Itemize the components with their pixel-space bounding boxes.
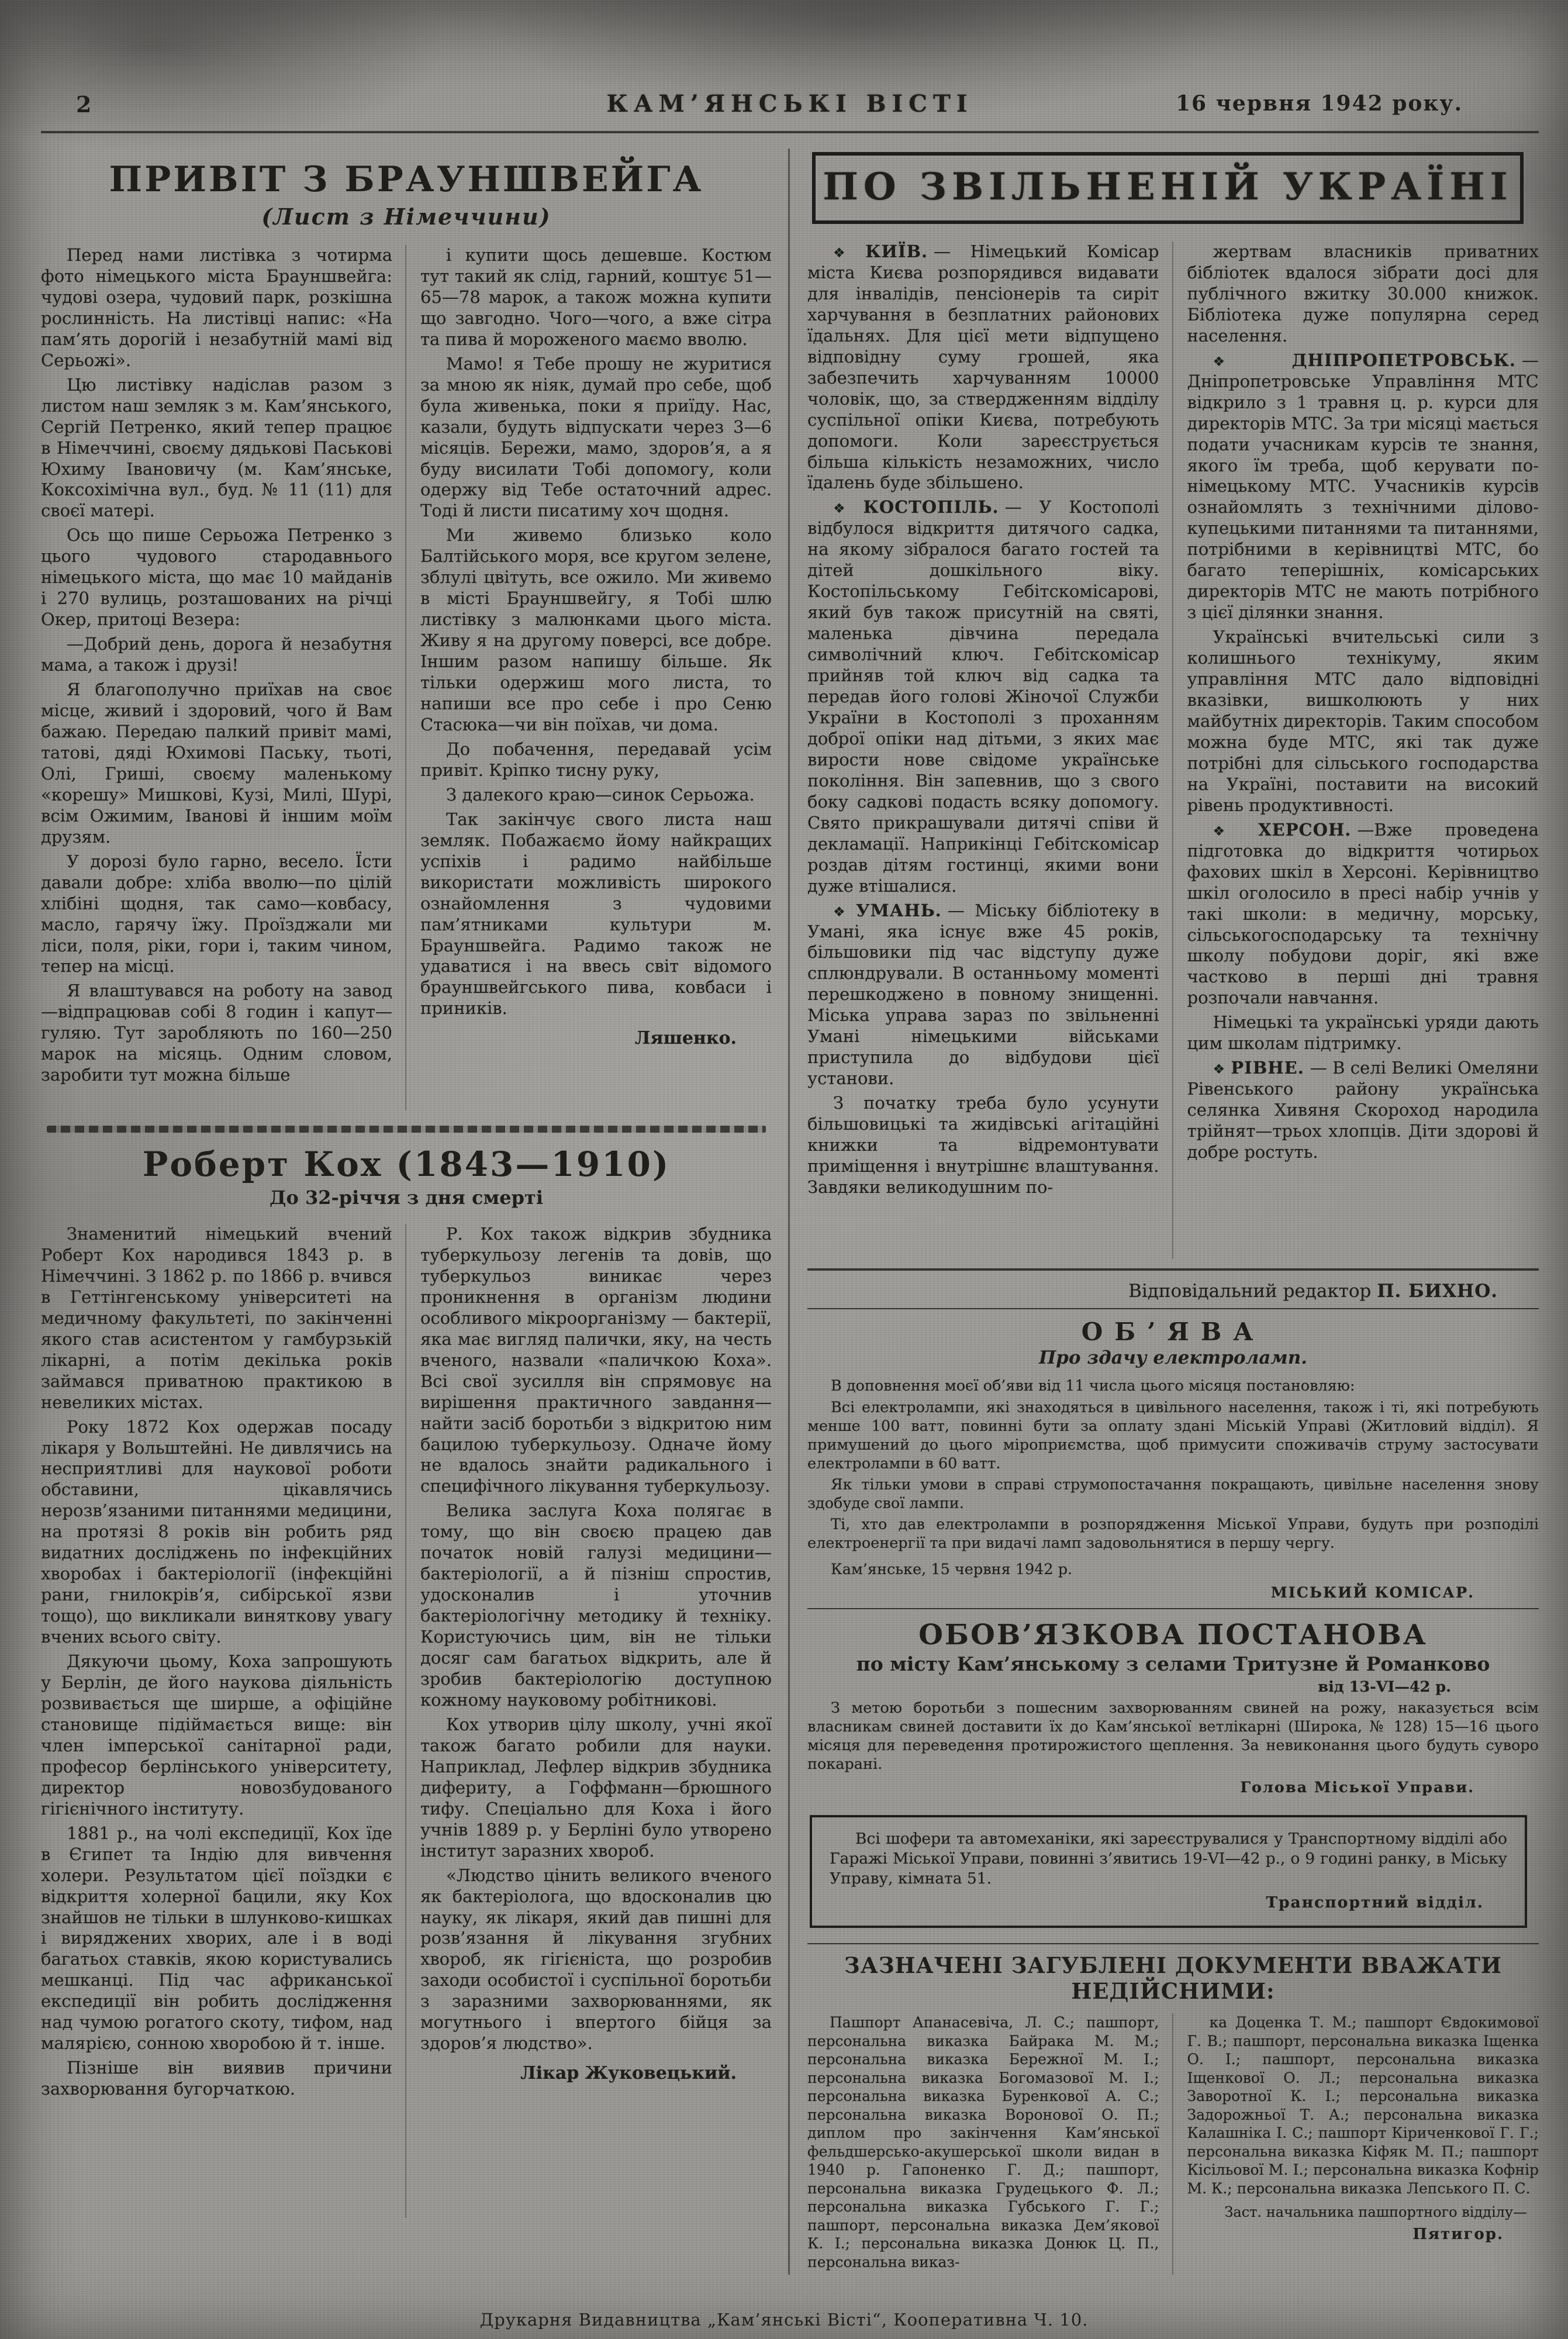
documents-column-2 <box>1172 2013 1539 2275</box>
news-item <box>1187 1012 1539 1054</box>
news-columns <box>807 242 1539 1259</box>
paragraph: Перед нами листівка з чотирма фото німецького міста Брауншвейга: чудові озера, чудовий парк, розкішна рослинність. На листівці напис: «На пам’ять дорогій і незабутній мамі від Серьожі». <box>41 245 392 370</box>
editor-line <box>807 1280 1539 1302</box>
lost-documents-title: ЗАЗНАЧЕНІ ЗАГУБЛЕНІ ДОКУМЕНТИ ВВАЖАТИ НЕДІЙСНИМИ: <box>844 1952 1502 2005</box>
documents-signature-name: Пятигор. <box>1412 2225 1504 2243</box>
section-rule <box>807 1268 1539 1271</box>
announcement-place-date: Кам’янське, 15 червня 1942 р. <box>831 1560 1073 1578</box>
liberated-ukraine-title-box <box>812 152 1524 224</box>
paragraph: Велика заслуга Коха полягає в тому, що він своєю працею дав початок новій галузі медицини—бактеріології, а й пізніш спростив, удосконалив і уточнив бактеріологічну методику й техніку. Користуючись цим, він не тільки досяг сам багатьох відкрить, але й зробив бактеріологію доступною кожному науковому робітникові. <box>420 1500 772 1710</box>
paragraph: Як тільки умови в справі струмопостачання покращають, цивільне населення знову здобуде свої лампи. <box>807 1476 1539 1513</box>
documents-column-1 <box>807 2013 1159 2275</box>
decree-signature: Голова Міської Управи. <box>1240 1779 1474 1797</box>
news-city-lead: РІВНЕ. <box>1231 1058 1304 1078</box>
article-signature: Ляшенко. <box>634 1028 737 1049</box>
decree-text: З метою боротьби з пошесним захворюванням свиней на рожу, наказується всім власникам свиней доставити їх до Кам’янської ветлікарні (Широка, № 128) 15—16 цього місяця для переведення протирожистого щеплення. За невиконання цього будуть суворо покарані. <box>807 1699 1539 1774</box>
paragraph: Знаменитий німецький вчений Роберт Кох народився 1843 р. в Німеччині. З 1862 р. по 1866 р. вчився в Геттінгенському університеті на медичному факультеті, по закінченні якого став асистентом у гамбурзькій лікарні, а потім декілька років займався приватною практикою в невеликих містах. <box>41 1224 392 1412</box>
editor-label: Відповідальний редактор <box>1128 1281 1372 1302</box>
decree-date: від 13-VI—42 р. <box>1318 1678 1451 1696</box>
documents-text: ка Доценка Т. М.; пашпорт Євдокимової Г. В.; пашпорт, персональна виказка Іщенка О. І.; пашпорт, персональна виказка Іщенкової О. Л.; персональна виказка Заворотної К. І.; персональна виказка Задорожньої Т. А.; персональна виказка Калашніка І. С.; пашпорт Кіриченкової Г. Г.; персональна виказка Кіфяк М. П.; пашпорт Кісільової М. І.; персональна виказка Кофнір М. К.; персональна виказка Лепського П. С. <box>1187 2014 1539 2197</box>
article-columns <box>41 245 772 1110</box>
ornament-icon: ❖ <box>1213 1061 1225 1078</box>
article-subtitle: (Лист з Німеччини) <box>261 203 551 230</box>
article-title: ПРИВІТ З БРАУНШВЕЙГА <box>109 159 704 200</box>
imprint-line: Друкарня Видавництва „Кам’янські Вісті“, Кооперативна Ч. 10. <box>479 2310 1089 2330</box>
news-text: — Дніпропетровське Управління МТС відкрило з 1 травня ц. р. курси для директорів МТС. За три місяці мається подати учасникам курсів те знання, якого їм треба, щоб керувати по-німецькому МТС. Учасників курсів ознайомлять з технічними ділово-купецькими питаннями та питаннями, потрібними в керівництві МТС, бо багато теперішніх, комісарських директорів МТС не мають потрібного з цієї ділянки знання. <box>1187 350 1539 623</box>
ornament-icon: ❖ <box>833 245 860 261</box>
decree-title: ОБОВ’ЯЗКОВА ПОСТАНОВА <box>918 1618 1428 1651</box>
news-city-lead: ХЕРСОН. <box>1258 819 1352 840</box>
left-half <box>41 149 772 2275</box>
news-city-lead: ДНІПРОПЕТРОВСЬК. <box>1291 350 1516 370</box>
paragraph: Я благополучно приїхав на своє місце, живий і здоровий, чого й Вам бажаю. Передаю палкий привіт мамі, татові, дяді Юхимові Паську, тьоті, Олі, Гриші, своєму маленькому «корешу» Мишкові, Кузі, Милі, Шурі, всім Ожимим, Іванові й іншим моїм друзям. <box>41 679 392 847</box>
paragraph: Цю листівку надіслав разом з листом наш земляк з м. Кам’янського, Сергій Петренко, який тепер працює в Німеччині, своєму дядькові Паськові Юхиму Івановичу (м. Кам’янське, Коксохімічна вул., буд. № 11 (11) для своєї матері. <box>41 374 392 521</box>
news-item <box>1187 350 1539 623</box>
paragraph: Всі електролампи, які знаходяться в цивільного населення, також і ті, які потребують менше 100 ватт, повинні бути за оплату здані Міській Управі (Житловий відділ). Я примушений до цього міроприємства, щоб примусити споживачів струму застосувати електролампи в 60 ватт. <box>807 1398 1539 1472</box>
page-header <box>47 88 1533 125</box>
paragraph: Ті, хто дав електролампи в розпорядження Міської Управи, будуть при розподілі електроенергії та при видачі ламп задовольнятися в першу чергу. <box>807 1516 1539 1553</box>
paragraph: і купити щось дешевше. Костюм тут такий як слід, гарний, коштує 51—65—78 марок, а також можна купити що завгодно. Чого—чого, а вже сітра та пива й мороженого маємо вволю. <box>420 245 772 349</box>
news-text: — У Костополі відбулося відкриття дитячого садка, на якому зібралося багато гостей та дітей дошкільного віку. Костопільському Гебітскомісарові, який був також присутній на святі, маленька дівчина передала символічний ключ. Гебітскомісар прийняв той ключ від садка та передав його голові Жіночої Служби України в Костополі з проханням доброї опіки над дітьми, з яких має вирости нове свідоме українське покоління. Він запевнив, що з свого боку садкові подасть всяку допомогу. Свято прикрашували дитячі співи й декламації. Наприкінці Гебітскомісар роздав дітям гостинці, якими вони дуже втішалися. <box>807 497 1159 896</box>
article-column-1 <box>41 1224 392 2218</box>
news-item <box>807 242 1159 494</box>
paragraph: «Людство цінить великого вченого як бактеріолога, що вдосконалив цю науку, як лікаря, який дав пишні для розв’язання й лікування згубних хвороб, як гігієніста, що розробив заходи особистої і суспільної боротьби з заразними захворюваннями, як могутнього і впертого бійця за здоров’я людство». <box>420 1865 772 2054</box>
announcement-title: ОБ’ЯВА <box>1081 1317 1265 1347</box>
transport-notice-signature: Транспортний відділ. <box>1266 1893 1484 1912</box>
issue-date: 16 червня 1942 року. <box>1175 91 1463 116</box>
article-column-1 <box>41 245 392 1110</box>
section-title: ПО ЗВІЛЬНЕНІЙ УКРАЇНІ <box>823 165 1513 209</box>
paragraph: В доповнення моєї об’яви від 11 числа цього місяця постановляю: <box>831 1377 1355 1395</box>
page-number: 2 <box>76 91 92 118</box>
article-braunschweig <box>41 159 772 1110</box>
ornament-icon: ❖ <box>833 903 851 920</box>
news-item <box>807 497 1159 896</box>
masthead-title: КАМ’ЯНСЬКІ ВІСТІ <box>606 90 973 118</box>
lost-documents-section <box>807 1952 1539 2275</box>
announcement-signature: МІСЬКИЙ КОМІСАР. <box>1270 1584 1474 1602</box>
section-rule <box>807 1308 1539 1309</box>
article-title: Роберт Кох (1843—1910) <box>142 1144 671 1184</box>
news-column-1 <box>807 242 1159 1259</box>
documents-signature-role: Заст. начальника пашпортного відділу— <box>1224 2204 1527 2221</box>
news-item <box>1187 820 1539 1009</box>
ornament-icon: ❖ <box>1213 353 1286 370</box>
news-text: —Вже проведена підготовка до відкриття чотирьох фахових шкіл в Херсоні. Керівництво шкіл оголосило в пресі набір учнів у такі школи: в медичну, морську, сільськогосподарську та технічну школу побудови доріг, які вже частково в перші дні травня розпочали навчання. <box>1187 819 1539 1008</box>
header-rule <box>41 131 1539 133</box>
news-text: — Міську бібліотеку в Умані, яка існує вже 45 років, більшовики під час відступу дуже сплюндрували. В останньому моменті перешкоджено в повному знищенні. Міська управа зараз по звільненні Умані німецькими військами приступила до відбудови цієї установи. <box>807 900 1159 1089</box>
lost-documents-columns <box>807 2013 1539 2275</box>
announcement-body <box>807 1377 1539 1553</box>
news-text: — В селі Великі Омеляни Рівенського району українська селянка Хивяня Скороход народила трійнят—трьох хлопців. Діти здорові й добре ростуть. <box>1187 1058 1539 1162</box>
article-subtitle: До 32-річчя з дня смерті <box>270 1186 543 1209</box>
news-city-lead: КОСТОПІЛЬ. <box>863 497 999 518</box>
article-column-2 <box>405 245 772 1110</box>
paragraph: Пізніше він виявив причини захворювання бугорчаткою. <box>41 2058 392 2099</box>
page-body <box>41 149 1539 2275</box>
paragraph: Мамо! я Тебе прошу не журитися за мною як ніяк, думай про себе, щоб була живенька, поки я приїду. Нас, казали, будуть відпускати через 3—6 місяців. Бережи, мамо, здоров’я, а я буду висилати Тобі допомогу, коли одержу від Тебе остаточний адрес. Тоді й листи писатиму хоч щодня. <box>420 353 772 521</box>
news-text: Українські вчительські сили з колишнього технікуму, яким управління МТС дало відповідні вказівки, вишколюють у них майбутніх директорів. Таким способом можна буде МТС, які так дуже потрібні для сільського господарства на Україні, поставити на високий рівень продуктивності. <box>1187 627 1539 815</box>
paragraph: Ось що пише Серьожа Петренко з цього чудового стародавнього німецького міста, що має 10 майданів і 270 вулиць, розташованих на річці Окер, притоці Везера: <box>41 525 392 630</box>
paragraph: —Добрий день, дорога й незабутня мама, а також і друзі! <box>41 634 392 675</box>
news-city-lead: КИЇВ. <box>865 242 928 261</box>
editor-name: П. БИХНО. <box>1377 1281 1498 1302</box>
paragraph: Так закінчує свого листа наш земляк. Побажаємо йому найкращих успіхів і радимо найбільше використати можливість широкого ознайомлення з чудовими пам’ятниками культури м. Брауншвейга. Радимо також не удаватися і на ввесь світ відомого брауншвейгського пива, ковбаси і приників. <box>420 809 772 1019</box>
section-rule <box>807 1943 1539 1944</box>
transport-notice-text: Всі шофери та автомеханіки, які зареєструвалися у Транспортному відділі або Гаражі Міської Управи, повинні з’явитись 19-VI—42 р., о 9 годині ранку, в Міську Управу, кімната 51. <box>830 1829 1507 1888</box>
news-item <box>807 901 1159 1090</box>
paragraph: Кох утворив цілу школу, учні якої також багато робили для науки. Наприклад, Лефлер відкрив збудника дифериту, а Гоффманн—брюшного тифу. Спеціально для Коха і його учнів 1889 р. у Берліні було утворено інститут заразних хвороб. <box>420 1714 772 1861</box>
paragraph: З далекого краю—синок Серьожа. <box>446 784 755 805</box>
paragraph: 1881 р., на чолі експедиції, Кох їде в Єгипет та Індію для вивчення холери. Результатом цієї поїздки є відкриття холерної бацили, яку Кох знайшов не тільки в шлунково-кишках і виряджених хворих, але і в воді багатьох ставків, якою користувались мешканці. Під час африканської експедиції він робить дослідження над чумою рогатого скоту, тифом, над малярією, сонною хворобою й т. інше. <box>41 1823 392 2054</box>
news-city-lead: УМАНЬ. <box>856 900 942 920</box>
paragraph: Року 1872 Кох одержав посаду лікаря у Вольштейні. Не дивлячись на несприятливі для наукової роботи обставини, цікавлячись нерозв’язаними питаннями медицини, на протязі 8 років він робить ряд видатних досліджень по інфекційних хворобах і бактеріології (інфекційні рани, гнилокрів’я, сибірської язви тощо), що викликали виняткову увагу вчених всього світу. <box>41 1416 392 1647</box>
article-columns <box>41 1224 772 2218</box>
news-column-2 <box>1172 242 1539 1259</box>
section-rule <box>807 1608 1539 1609</box>
news-item <box>1187 627 1539 816</box>
news-item <box>1187 242 1539 347</box>
paragraph: До побачення, передавай усім привіт. Кріпко тисну руку, <box>420 739 772 780</box>
transport-notice-box <box>810 1815 1527 1929</box>
decree-section <box>807 1619 1539 1798</box>
paragraph: Ми живемо близько коло Балтійського моря, все кругом зелене, зблулі цвітуть, все ожило. Ми живемо в місті Брауншвейгу, я Тобі шлю листівку з малюнками цього міста. Живу я на другому поверсі, все добре. Іншим разом напишу більше. Як тільки одержиш мого листа, то напиши все про себе і про Сеню Стасюка—чи він поїхав, чи дома. <box>420 525 772 734</box>
article-koch <box>41 1144 772 2218</box>
news-text: З початку треба було усунути більшовицькі та жидівські агітаційні книжки та відремонтувати приміщення і внутрішнє влаштування. Завдяки великодушним по- <box>807 1093 1159 1197</box>
paragraph: Дякуючи цьому, Коха запрошують у Берлін, де його наукова діяльність розвивається ще ширше, а офіційне становище підіймається вище: він член імперської санітарної ради, професор берлінського університету, директор новозбудованого гігієнічного інституту. <box>41 1651 392 1819</box>
article-column-2 <box>405 1224 772 2218</box>
news-item <box>1187 1058 1539 1163</box>
documents-text: Пашпорт Апанасевіча, Л. С.; пашпорт, персональна виказка Байрака М. М.; персональна виказка Бережної М. І.; персональна виказка Богомазової М. І.; персональна виказка Буренкової А. С.; персональна виказка Воронової О. П.; диплом про закінчення Кам’янської фельдшерсько-акушерської школи видан в 1940 р. Гапоненко Г. Д.; пашпорт, персональна виказка Грудецького Ф. Л.; персональна виказка Губського Г. Г.; пашпорт, персональна виказка Дем’якової К. І.; персональна виказка Донюк Ц. П., персональна виказ- <box>807 2014 1159 2271</box>
news-item <box>807 1093 1159 1198</box>
announcement-section <box>807 1317 1539 1602</box>
paragraph: У дорозі було гарно, весело. Їсти давали добре: хліба вволю—по цілій хлібіні щодня, так само—ковбасу, масло, гарячу їжу. Проїзджали ми ліси, поля, ріки, гори і, таким чином, тепер на місці. <box>41 851 392 977</box>
paragraph: Р. Кох також відкрив збудника туберкульозу легенів та довів, що туберкульоз виникає через проникнення в організм людини особливого мікроорганізму — бактерії, яка має вигляд палички, яку, на честь вченого, назвали «паличкою Коха». Всі свої зусилля він спрямовує на вирішення практичного завдання—найти засіб боротьби з відкритою ним бацилою туберкульозу. Одначе йому не вдалось знайти радикального і специфічного лікування туберкульозу. <box>420 1224 772 1496</box>
ornament-icon: ❖ <box>833 501 858 517</box>
ornament-icon: ❖ <box>1213 823 1253 839</box>
right-half <box>788 149 1539 2275</box>
decorative-divider <box>47 1126 766 1133</box>
decree-subtitle: по місту Кам’янському з селами Тритузне й Романково <box>856 1652 1490 1675</box>
column-paragraphs <box>420 1224 772 2054</box>
news-text: жертвам власників приватних бібліотек вдалося зібрати досі для публічного вжитку 30.000 книжок. Бібліотека дуже популярна серед населення. <box>1187 242 1539 346</box>
paragraph: Я влаштувався на роботу на завод—відпрацював собі 8 годин і капут—гуляю. Тут заробляють по 160—250 марок на місяць. Одним словом, заробити тут можна більше <box>41 981 392 1085</box>
announcement-subtitle: Про здачу електроламп. <box>1038 1347 1308 1369</box>
article-signature: Лікар Жуковецький. <box>520 2063 737 2084</box>
column-paragraphs <box>420 245 772 1019</box>
news-text: Німецькі та українські уряди дають цим школам підтримку. <box>1187 1012 1539 1054</box>
news-text: — Німецький Комісар міста Києва розпорядився видавати для інвалідів, пенсіонерів та сиріт харчування в безплатних районових їдальнях. Для цієї мети відпущено відповідну суму грошей, яка забезпечить харчуванням 10000 чоловік, що, за ствердженням відділу суспільної опіки Києва, потребують допомоги. Коли зареєструється більша кількість незаможних, число їдалень буде збільшено. <box>807 242 1159 493</box>
